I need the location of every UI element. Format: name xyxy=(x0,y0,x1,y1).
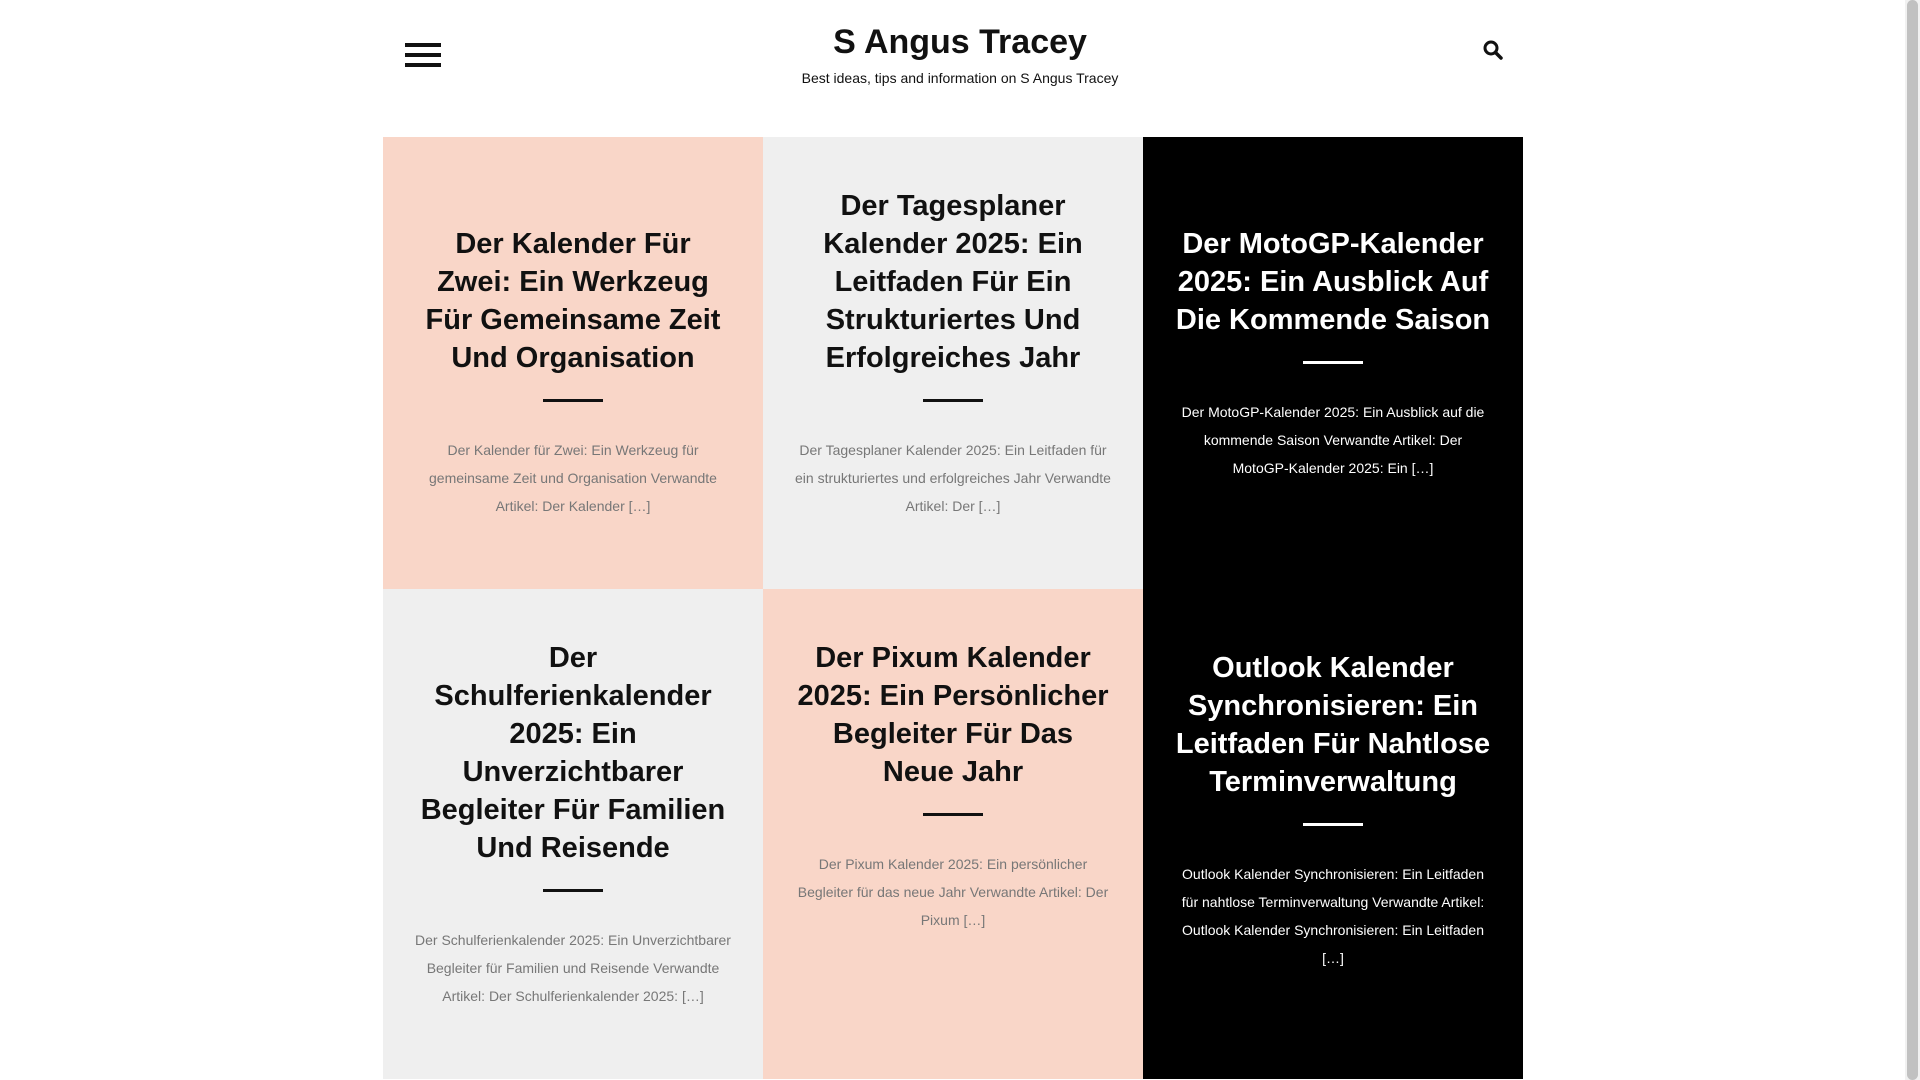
post-excerpt: Der MotoGP-Kalender 2025: Ein Ausblick auf die kommende Saison Verwandte Artikel: Der MotoGP-Kalender 2025: Ein […] xyxy=(1181,404,1485,476)
post-card[interactable] xyxy=(763,589,1143,1079)
title-divider xyxy=(923,399,983,402)
scrollbar-thumb[interactable] xyxy=(1907,0,1918,1080)
post-card[interactable] xyxy=(763,137,1143,589)
vertical-scrollbar[interactable] xyxy=(1905,0,1920,1080)
post-title[interactable]: Der Pixum Kalender 2025: Ein Persönlicher Begleiter Für Das Neue Jahr xyxy=(797,642,1109,788)
post-title[interactable]: Der Kalender Für Zwei: Ein Werkzeug Für Gemeinsame Zeit Und Organisation xyxy=(425,228,721,374)
title-divider xyxy=(543,399,603,402)
post-excerpt: Der Schulferienkalender 2025: Ein Unverzichtbarer Begleiter für Familien und Reisende Verwandte Artikel: Der Schulferienkalender 2025: […] xyxy=(415,932,731,1004)
post-title[interactable]: Outlook Kalender Synchronisieren: Ein Leitfaden Für Nahtlose Terminverwaltung xyxy=(1175,652,1491,798)
post-card[interactable] xyxy=(383,589,763,1079)
title-divider xyxy=(543,889,603,892)
site-title[interactable]: S Angus Tracey xyxy=(833,23,1087,61)
site-header xyxy=(390,0,1530,137)
site-tagline: Best ideas, tips and information on S Angus Tracey xyxy=(801,70,1119,86)
title-divider xyxy=(1303,361,1363,364)
post-excerpt: Der Pixum Kalender 2025: Ein persönlicher Begleiter für das neue Jahr Verwandte Artikel: Der Pixum […] xyxy=(797,856,1109,928)
search-icon[interactable] xyxy=(1481,38,1505,62)
title-divider xyxy=(1303,823,1363,826)
post-grid xyxy=(383,137,1523,1079)
post-excerpt: Der Tagesplaner Kalender 2025: Ein Leitfaden für ein strukturiertes und erfolgreiches Jahr Verwandte Artikel: Der […] xyxy=(795,442,1111,514)
post-card[interactable] xyxy=(1143,137,1523,589)
search-icon-glyph xyxy=(1481,38,1505,62)
post-excerpt: Outlook Kalender Synchronisieren: Ein Leitfaden für nahtlose Terminverwaltung Verwandte Artikel: Outlook Kalender Synchronisieren: Ein Leitfaden […] xyxy=(1181,866,1485,966)
post-card[interactable] xyxy=(383,137,763,589)
post-title[interactable]: Der Schulferienkalender 2025: Ein Unverzichtbarer Begleiter Für Familien Und Reisende xyxy=(420,642,726,864)
post-excerpt: Der Kalender für Zwei: Ein Werkzeug für gemeinsame Zeit und Organisation Verwandte Artikel: Der Kalender […] xyxy=(429,442,717,514)
post-title[interactable]: Der Tagesplaner Kalender 2025: Ein Leitfaden Für Ein Strukturiertes Und Erfolgreiches Jahr xyxy=(823,190,1083,374)
post-card[interactable] xyxy=(1143,589,1523,1079)
post-title[interactable]: Der MotoGP-Kalender 2025: Ein Ausblick Auf Die Kommende Saison xyxy=(1175,228,1491,336)
title-divider xyxy=(923,813,983,816)
